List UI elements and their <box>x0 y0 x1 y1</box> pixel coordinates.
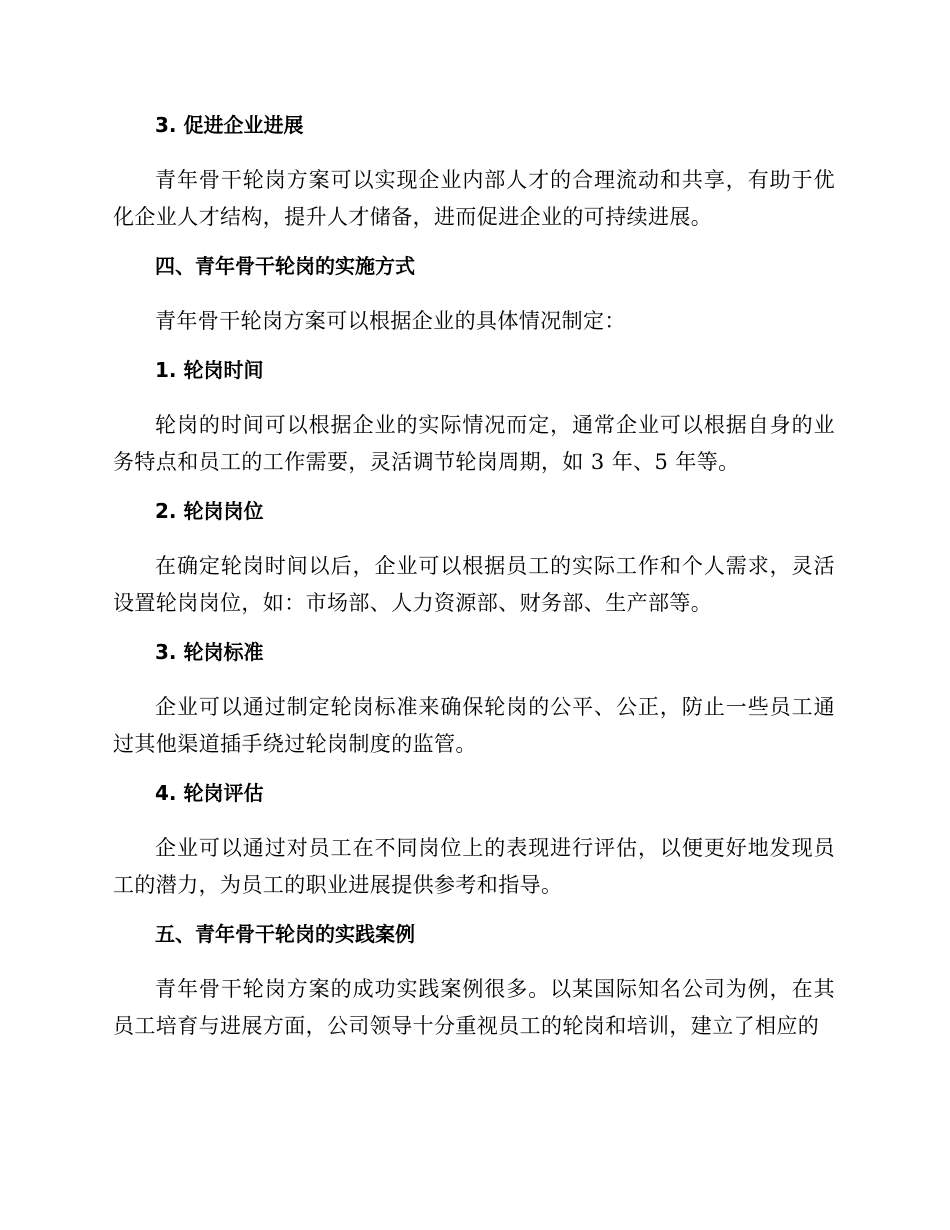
section-heading-practice-cases: 五、青年骨干轮岗的实践案例 <box>155 922 415 946</box>
paragraph-rotation-positions: 在确定轮岗时间以后，企业可以根据员工的实际工作和个人需求，灵活设置轮岗岗位，如：市场部、人力资源部、财务部、生产部等。 <box>113 554 835 615</box>
paragraph-practice-cases: 青年骨干轮岗方案的成功实践案例很多。以某国际知名公司为例，在其员工培育与进展方面，公司领导十分重视员工的轮岗和培训，建立了相应的 <box>113 977 835 1038</box>
paragraph-promote-development: 青年骨干轮岗方案可以实现企业内部人才的合理流动和共享，有助于优化企业人才结构，提升人才储备，进而促进企业的可持续进展。 <box>113 168 835 229</box>
section-heading-rotation-evaluation: 4. 轮岗评估 <box>155 781 264 805</box>
paragraph-implementation-intro: 青年骨干轮岗方案可以根据企业的具体情况制定： <box>155 309 626 333</box>
section-heading-rotation-positions: 2. 轮岗岗位 <box>155 499 264 523</box>
paragraph-rotation-time: 轮岗的时间可以根据企业的实际情况而定，通常企业可以根据自身的业务特点和员工的工作需要，灵活调节轮岗周期，如 3 年、5 年等。 <box>113 413 835 474</box>
paragraph-rotation-standards: 企业可以通过制定轮岗标准来确保轮岗的公平、公正，防止一些员工通过其他渠道插手绕过轮岗制度的监管。 <box>113 695 835 756</box>
section-heading-rotation-standards: 3. 轮岗标准 <box>155 640 264 664</box>
section-heading-rotation-time: 1. 轮岗时间 <box>155 358 264 382</box>
document-body <box>113 103 835 1053</box>
section-heading-promote-development: 3. 促进企业进展 <box>155 113 304 137</box>
paragraph-rotation-evaluation: 企业可以通过对员工在不同岗位上的表现进行评估，以便更好地发现员工的潜力，为员工的职业进展提供参考和指导。 <box>113 836 835 897</box>
section-heading-implementation: 四、青年骨干轮岗的实施方式 <box>155 254 415 278</box>
